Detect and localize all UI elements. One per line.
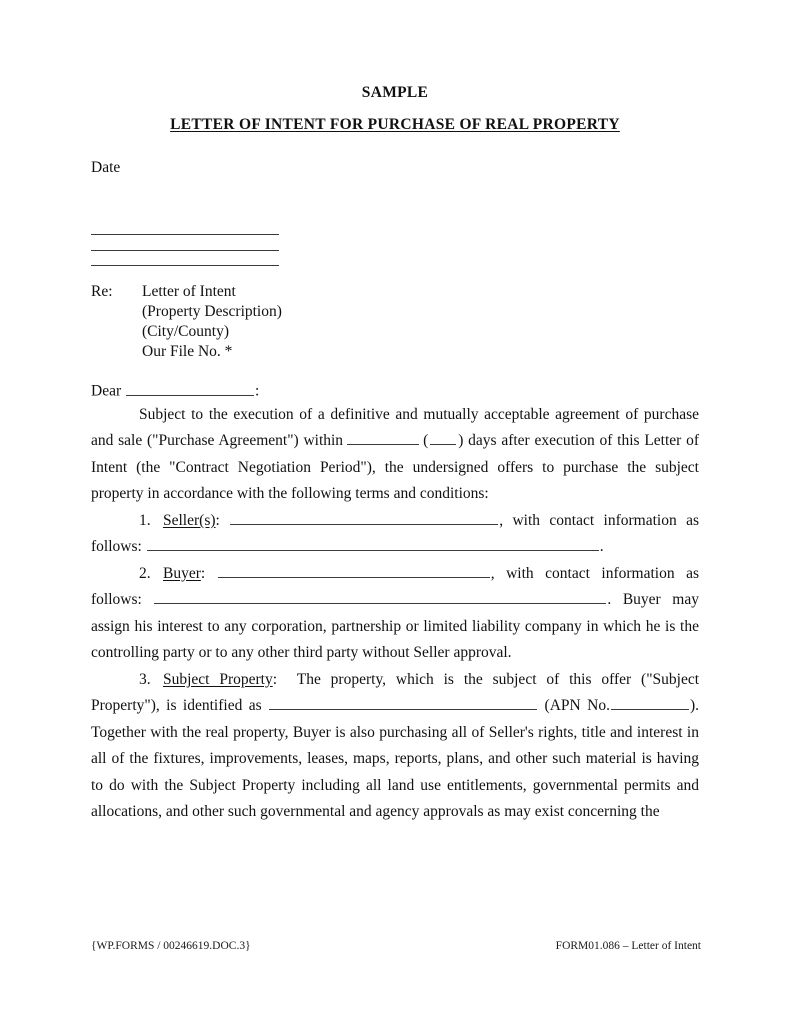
seller-name-blank[interactable] xyxy=(230,509,498,525)
page-title-text: LETTER OF INTENT FOR PURCHASE OF REAL PROPERTY xyxy=(170,116,620,133)
clause-1-number: 1. xyxy=(139,511,151,529)
clause-1-tail: . xyxy=(599,538,604,556)
clause-3-number: 3. xyxy=(139,670,151,688)
date-label: Date xyxy=(91,159,121,176)
re-line-2: (Property Description) xyxy=(142,303,282,321)
clause-2-continuation: Buyer may assign his interest to any corporation, partnership or limited liability company in which he is the controlling party or to any other third party without Seller approval. xyxy=(91,591,699,662)
re-line-3: (City/County) xyxy=(142,323,229,341)
negotiation-days-blank[interactable] xyxy=(347,430,419,446)
re-line-4: Our File No. * xyxy=(142,343,233,361)
page-footer xyxy=(91,940,699,952)
clause-3-term: Subject Property xyxy=(163,670,273,688)
salutation xyxy=(91,380,699,402)
clause-2-term: Buyer xyxy=(163,564,201,582)
clause-3-colon: : xyxy=(272,670,278,688)
address-blank-line-2[interactable] xyxy=(91,235,279,251)
address-blank-lines xyxy=(91,220,279,266)
address-blank-line-3[interactable] xyxy=(91,251,279,266)
re-block xyxy=(91,282,699,362)
intro-part-1: Subject to the execution of a definitive and mutually acceptable agreement of purchase and sale ("Purchase Agreement") within xyxy=(91,405,699,450)
apn-close: ). xyxy=(689,697,700,715)
document-body xyxy=(91,0,699,826)
negotiation-days-numeric-blank[interactable] xyxy=(430,430,456,446)
footer-form-reference: FORM01.086 – Letter of Intent xyxy=(555,940,701,952)
clause-2-text: , with contact information as follows: xyxy=(91,564,700,609)
clause-1-colon: : xyxy=(215,511,220,529)
buyer-contact-blank[interactable] xyxy=(154,589,606,605)
salutation-colon: : xyxy=(255,382,260,400)
clause-3-continuation: Together with the real property, Buyer is also purchasing all of Seller's rights, title and interest in all of the fixtures, improvements, leases, maps, reports, plans, and other such material is having to do with the Subject Property including all land use entitlements, governmental permits and allocations, and other such governmental and agency approvals as may exist concerning the xyxy=(91,723,699,821)
intro-part-2: ( xyxy=(423,432,429,450)
page-title xyxy=(91,116,699,134)
clause-1-term: Seller(s) xyxy=(163,511,216,529)
clause-2-number: 2. xyxy=(139,564,151,582)
seller-contact-blank[interactable] xyxy=(147,536,599,552)
apn-number-blank[interactable] xyxy=(611,695,689,711)
re-line-1: Letter of Intent xyxy=(142,283,236,301)
clause-2 xyxy=(91,561,699,667)
apn-label: (APN No. xyxy=(544,697,610,715)
re-label: Re: xyxy=(91,283,113,301)
salutation-name-blank[interactable] xyxy=(126,380,254,396)
sample-label: SAMPLE xyxy=(361,84,429,101)
clause-3 xyxy=(91,667,699,826)
salutation-greeting: Dear xyxy=(91,382,122,400)
clause-1-text: , with contact information as follows: xyxy=(91,511,700,556)
buyer-name-blank[interactable] xyxy=(218,562,490,578)
clause-2-colon: : xyxy=(200,564,206,582)
clause-2-tail: . xyxy=(607,591,612,609)
address-blank-line-1[interactable] xyxy=(91,220,279,235)
intro-part-3: ) days after execution of this Letter of Intent (the "Contract Negotiation Period"), the undersigned offers to purchase the subject property in accordance with the following terms and conditions: xyxy=(91,432,699,503)
re-first-row xyxy=(91,282,699,302)
subject-property-blank[interactable] xyxy=(269,695,537,711)
footer-document-id: {WP.FORMS / 00246619.DOC.3} xyxy=(91,940,251,952)
intro-paragraph xyxy=(91,402,699,508)
clause-1 xyxy=(91,508,699,561)
clause-3-lead: The property, which is the subject of this offer ("Subject Property"), is identified as xyxy=(91,670,700,715)
